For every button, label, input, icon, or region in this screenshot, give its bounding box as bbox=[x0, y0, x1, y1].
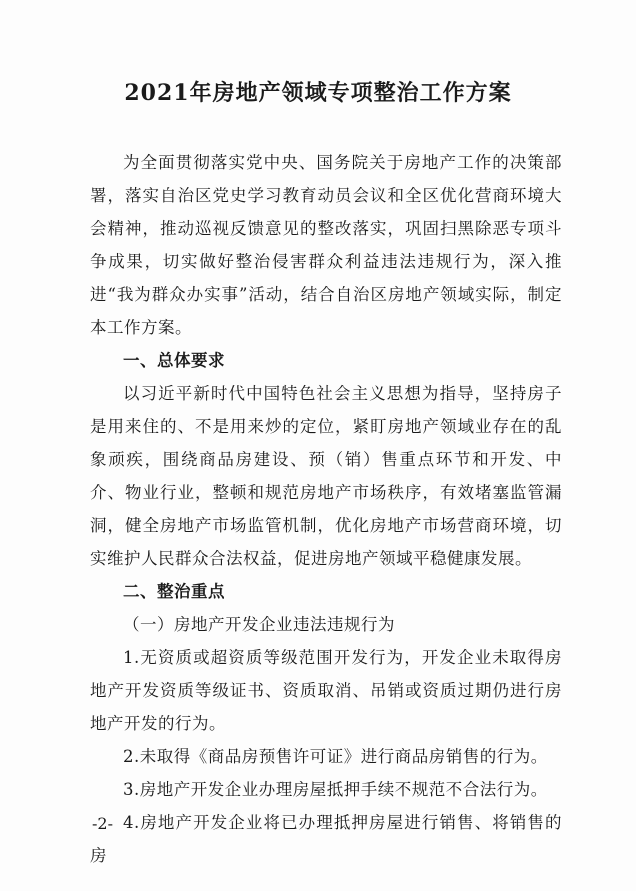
intro-paragraph: 为全面贯彻落实党中央、国务院关于房地产工作的决策部署，落实自治区党史学习教育动员会议和全区优化营商环境大会精神，推动巡视反馈意见的整改落实，巩固扫黑除恶专项斗争成果，切实做好整治侵害群众利益违法违规行为，深入推进“我为群众办实事”活动，结合自治区房地产领域实际，制定本工作方案。 bbox=[90, 153, 562, 337]
list-item: 3.房地产开发企业办理房屋抵押手续不规范不合法行为。 bbox=[123, 780, 548, 799]
document-title: 2021年房地产领域专项整治工作方案 bbox=[124, 80, 512, 106]
section-heading-general-requirements: 一、总体要求 bbox=[123, 351, 225, 370]
section-heading-key-points: 二、整治重点 bbox=[123, 582, 225, 601]
list-item: 4.房地产开发企业将已办理抵押房屋进行销售、将销售的房 bbox=[90, 813, 562, 865]
document-body bbox=[90, 146, 562, 872]
general-requirements-paragraph: 以习近平新时代中国特色社会主义思想为指导，坚持房子是用来住的、不是用来炒的定位，紧盯房地产领域业存在的乱象顽疾，围绕商品房建设、预（销）售重点环节和开发、中介、物业行业，整顿和规范房地产市场秩序，有效堵塞监管漏洞，健全房地产市场监管机制，优化房地产市场营商环境，切实维护人民群众合法权益，促进房地产领域平稳健康发展。 bbox=[90, 384, 562, 568]
subsection-heading-developer-violations: （一）房地产开发企业违法违规行为 bbox=[123, 615, 395, 634]
list-item: 1.无资质或超资质等级范围开发行为，开发企业未取得房地产开发资质等级证书、资质取消、吊销或资质过期仍进行房地产开发的行为。 bbox=[90, 648, 562, 733]
page-number: -2- bbox=[92, 814, 113, 833]
list-item: 2.未取得《商品房预售许可证》进行商品房销售的行为。 bbox=[123, 747, 548, 766]
